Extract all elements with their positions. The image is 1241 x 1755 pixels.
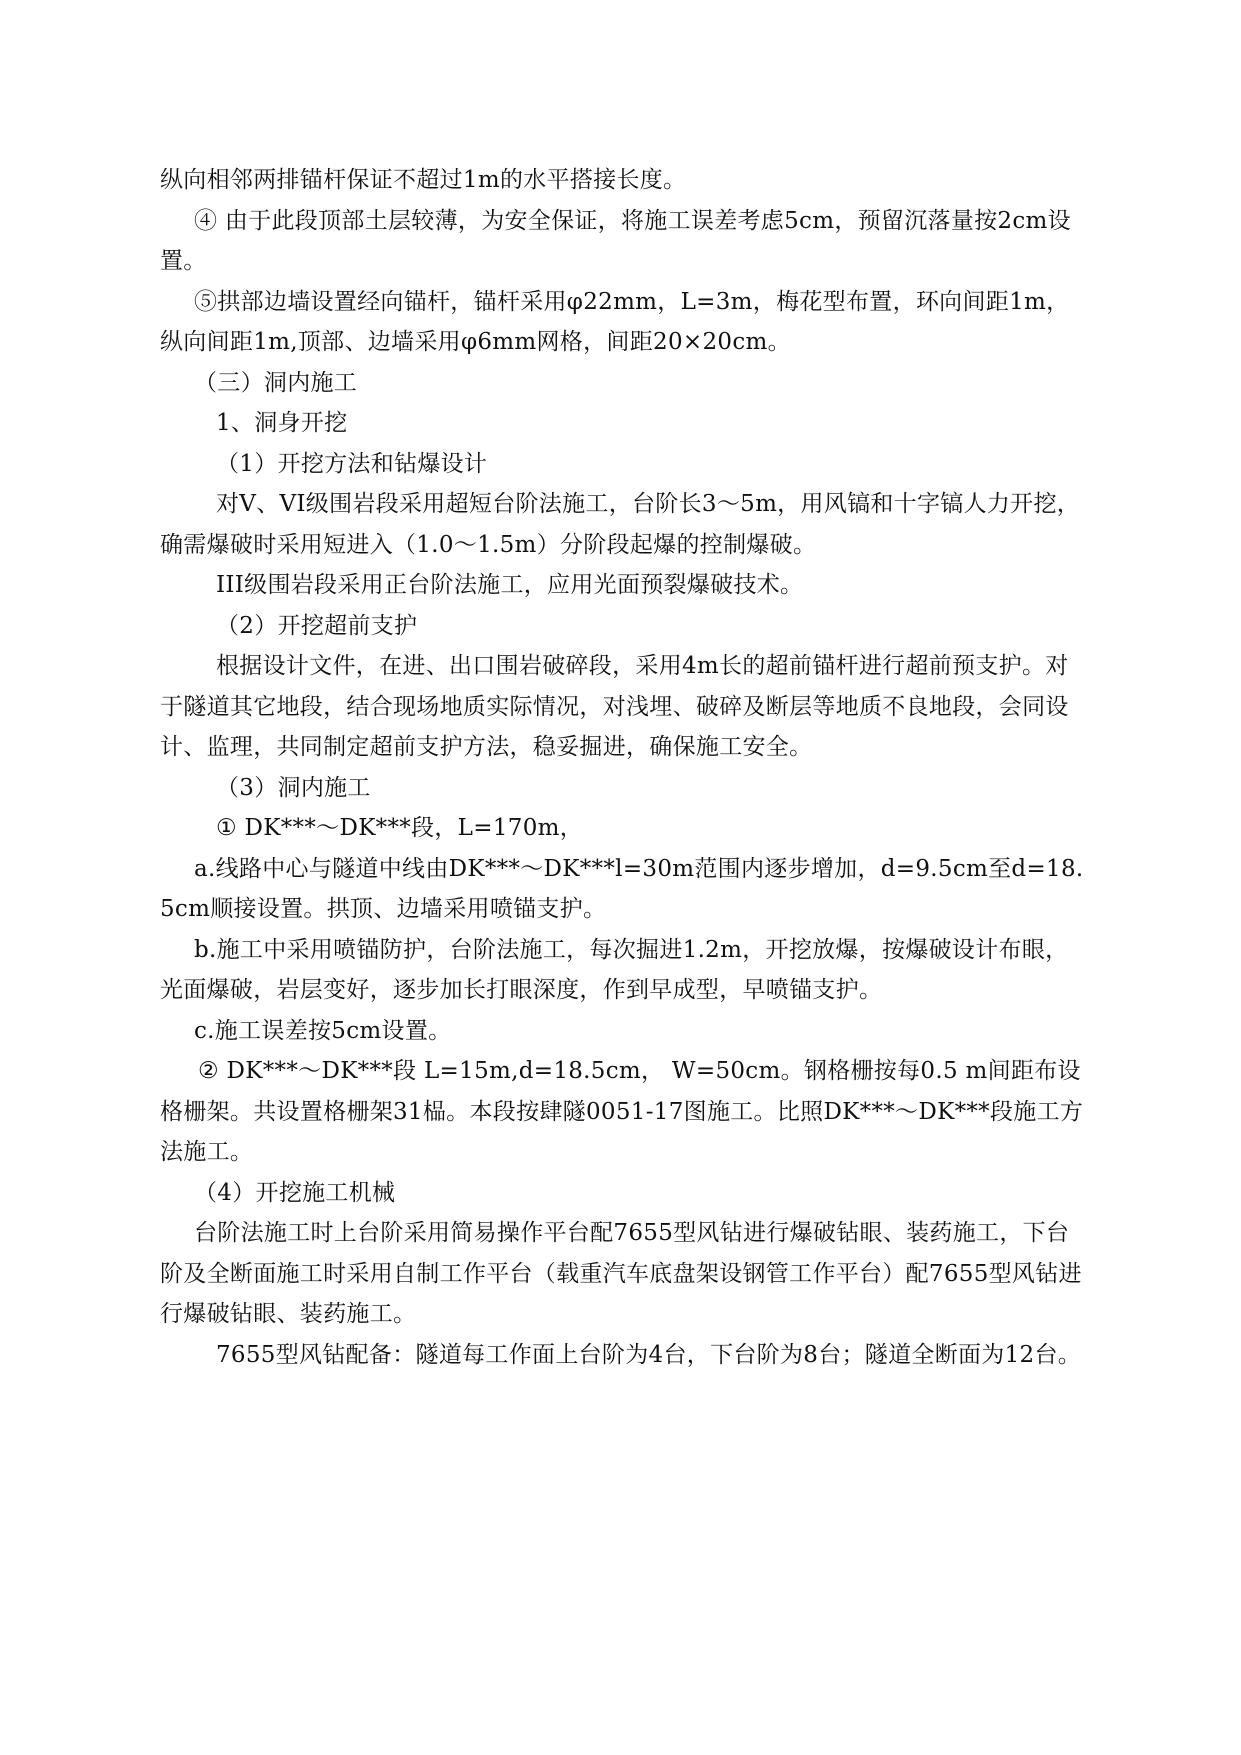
paragraph: ① DK***～DK***段，L=170m， — [216, 815, 584, 841]
paragraph: ② DK***～DK***段 L=15m,d=18.5cm， W=50cm。钢格栅按每0.5 m间距布设格栅架。共设置格栅架31榀。本段按肆隧0051-17图施工。比照DK***～DK***段施工方法施工。 — [160, 1058, 1084, 1165]
paragraph: ⑤拱部边墙设置经向锚杆，锚杆采用φ22mm，L=3m，梅花型布置，环向间距1m，纵向间距1m,顶部、边墙采用φ6mm网格，间距20×20cm。 — [160, 288, 1070, 355]
section-heading: （三）洞内施工 — [194, 369, 358, 396]
paragraph: ④ 由于此段顶部土层较薄，为安全保证，将施工误差考虑5cm，预留沉落量按2cm设置。 — [160, 207, 1071, 274]
body-text — [160, 160, 1090, 1375]
paragraph: 台阶法施工时上台阶采用简易操作平台配7655型风钻进行爆破钻眼、装药施工，下台阶及全断面施工时采用自制工作平台（载重汽车底盘架设钢管工作平台）配7655型风钻进行爆破钻眼、装药施工。 — [160, 1220, 1082, 1327]
paragraph: 7655型风钻配备：隧道每工作面上台阶为4台，下台阶为8台；隧道全断面为12台。 — [216, 1341, 1082, 1368]
subsection-heading: （2）开挖超前支护 — [216, 612, 418, 639]
list-item: c.施工误差按5cm设置。 — [194, 1017, 452, 1044]
paragraph: 根据设计文件，在进、出口围岩破碎段，采用4m长的超前锚杆进行超前预支护。对于隧道其它地段，结合现场地质实际情况，对浅埋、破碎及断层等地质不良地段，会同设计、监理，共同制定超前支护方法，稳妥掘进，确保施工安全。 — [160, 653, 1069, 760]
paragraph: 对V、VI级围岩段采用超短台阶法施工，台阶长3～5m，用风镐和十字镐人力开挖，确需爆破时采用短进入（1.0～1.5m）分阶段起爆的控制爆破。 — [160, 491, 1081, 558]
subsection-heading: （3）洞内施工 — [216, 774, 371, 801]
subsection-heading: （1）开挖方法和钻爆设计 — [216, 450, 488, 477]
paragraph: III级围岩段采用正台阶法施工，应用光面预裂爆破技术。 — [216, 572, 804, 598]
subsection-heading: 1、洞身开挖 — [216, 410, 348, 436]
list-item: a.线路中心与隧道中线由DK***～DK***l=30m范围内逐步增加，d=9.5cm至d=18.5cm顺接设置。拱顶、边墙采用喷锚支护。 — [160, 855, 1084, 922]
subsection-heading: （4）开挖施工机械 — [194, 1179, 396, 1206]
list-item: b.施工中采用喷锚防护，台阶法施工，每次掘进1.2m，开挖放爆，按爆破设计布眼，光面爆破，岩层变好，逐步加长打眼深度，作到早成型，早喷锚支护。 — [160, 936, 1069, 1003]
paragraph: 纵向相邻两排锚杆保证不超过1m的水平搭接长度。 — [160, 167, 687, 193]
